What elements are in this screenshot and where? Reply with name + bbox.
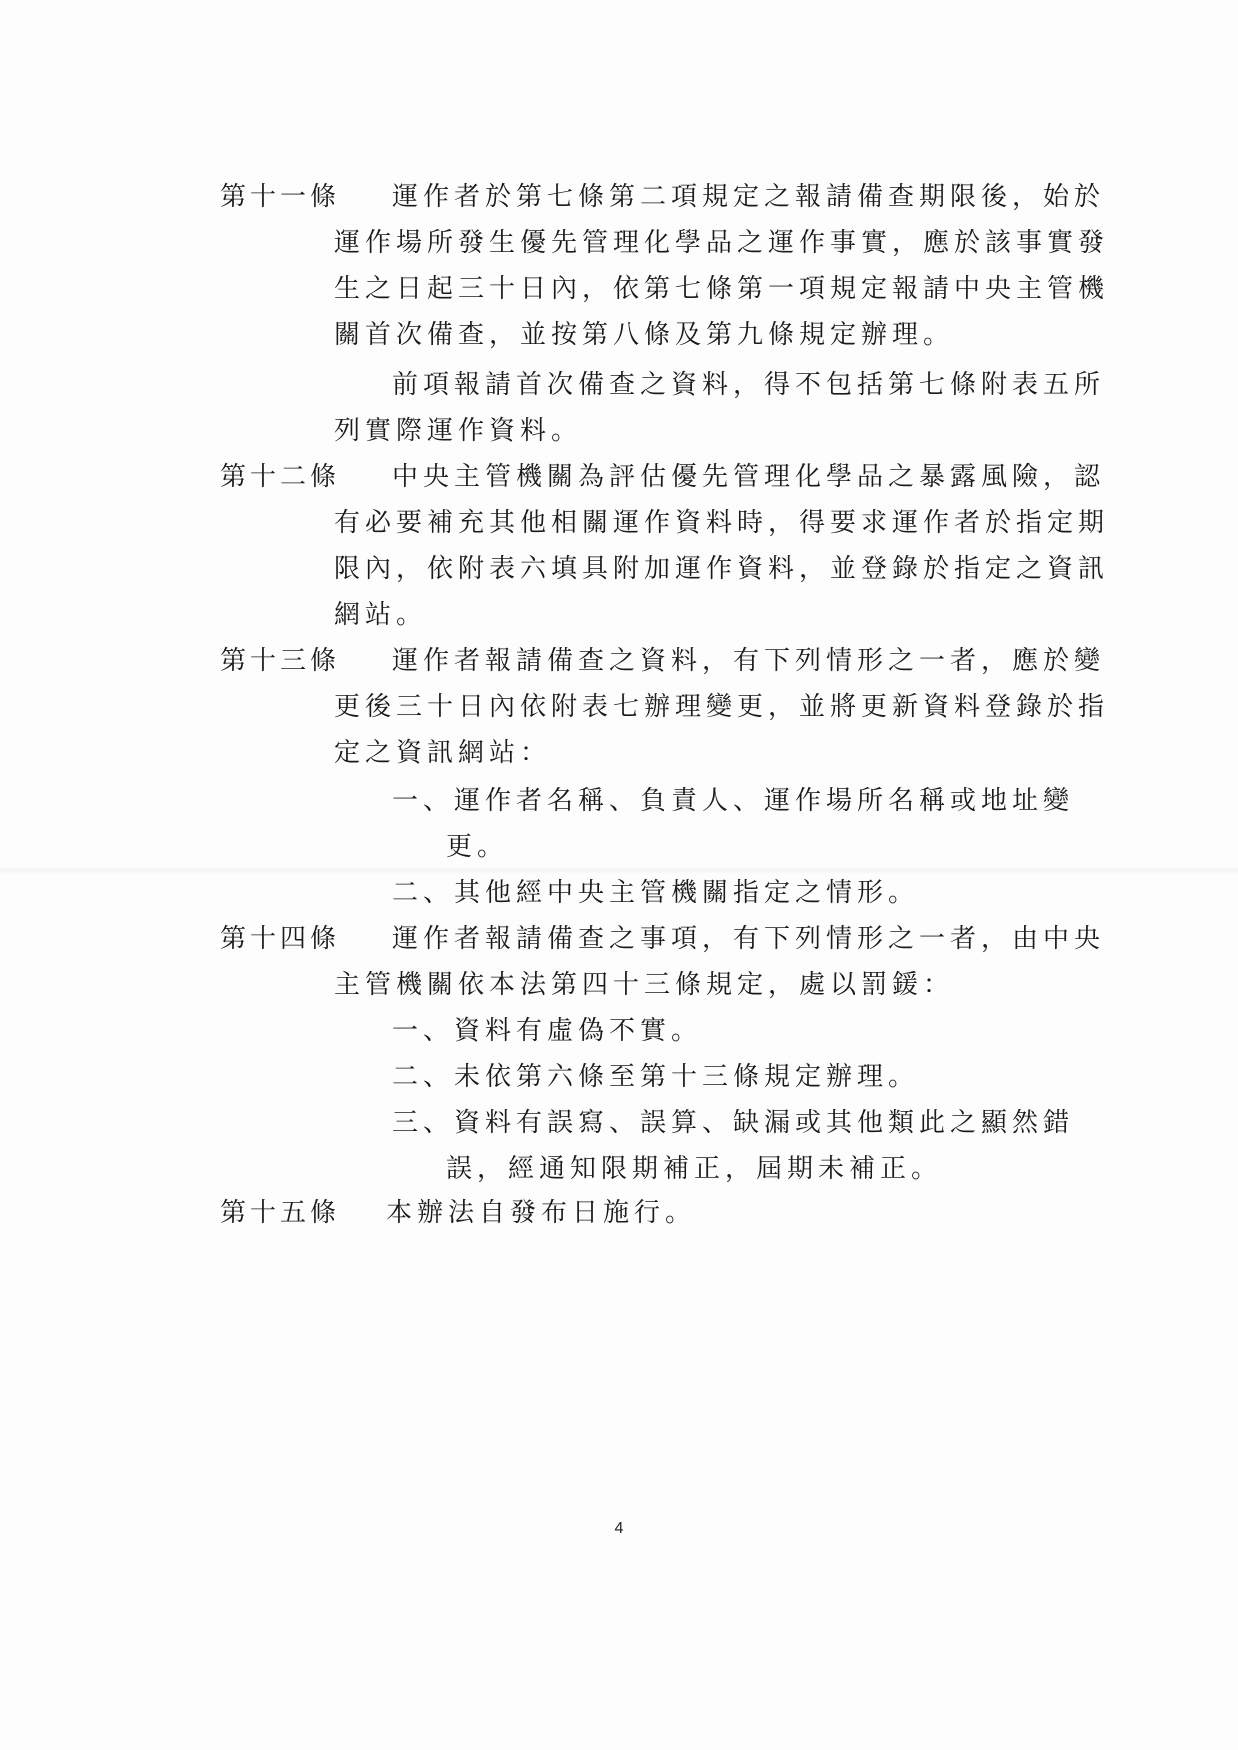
- article-11-label: 第十一條: [220, 182, 341, 212]
- article-12-line-4: 網站。: [334, 600, 428, 630]
- article-14-line-1: 運作者報請備查之事項，有下列情形之一者，由中央: [392, 924, 1106, 954]
- article-14-item-2: 二、未依第六條至第十三條規定辦理。: [392, 1062, 920, 1092]
- article-13-item-1-cont: 更。: [446, 832, 509, 862]
- article-12-line-2: 有必要補充其他相關運作資料時，得要求運作者於指定期: [334, 508, 1110, 538]
- article-11-line-6: 列實際運作資料。: [334, 416, 583, 446]
- article-13-item-2: 二、其他經中央主管機關指定之情形。: [392, 878, 920, 908]
- article-11-line-3: 生之日起三十日內，依第七條第一項規定報請中央主管機: [334, 274, 1110, 304]
- article-13-line-2: 更後三十日內依附表七辦理變更，並將更新資料登錄於指: [334, 692, 1110, 722]
- article-12-label: 第十二條: [220, 462, 341, 492]
- article-14-line-2: 主管機關依本法第四十三條規定，處以罰鍰：: [334, 970, 955, 1000]
- article-14-label: 第十四條: [220, 924, 341, 954]
- article-13-line-1: 運作者報請備查之資料，有下列情形之一者，應於變: [392, 646, 1106, 676]
- article-14-item-1: 一、資料有虛偽不實。: [392, 1016, 703, 1046]
- article-11-line-1: 運作者於第七條第二項規定之報請備查期限後，始於: [392, 182, 1106, 212]
- article-13-line-3: 定之資訊網站：: [334, 738, 552, 768]
- paper-fold-crease: [0, 866, 1238, 874]
- article-14-item-3: 三、資料有誤寫、誤算、缺漏或其他類此之顯然錯: [392, 1108, 1075, 1138]
- article-13-item-1: 一、運作者名稱、負責人、運作場所名稱或地址變: [392, 786, 1075, 816]
- article-13-label: 第十三條: [220, 646, 341, 676]
- article-14-item-3-cont: 誤，經通知限期補正，屆期未補正。: [446, 1154, 943, 1184]
- article-11-line-4: 關首次備查，並按第八條及第九條規定辦理。: [334, 320, 955, 350]
- article-12-line-1: 中央主管機關為評估優先管理化學品之暴露風險，認: [392, 462, 1106, 492]
- page-number: 4: [614, 1520, 624, 1537]
- article-15-label: 第十五條: [220, 1198, 341, 1228]
- article-11-line-5: 前項報請首次備查之資料，得不包括第七條附表五所: [392, 370, 1106, 400]
- article-15-line-1: 本辦法自發布日施行。: [386, 1198, 697, 1228]
- article-12-line-3: 限內，依附表六填具附加運作資料，並登錄於指定之資訊: [334, 554, 1110, 584]
- article-11-line-2: 運作場所發生優先管理化學品之運作事實，應於該事實發: [334, 228, 1110, 258]
